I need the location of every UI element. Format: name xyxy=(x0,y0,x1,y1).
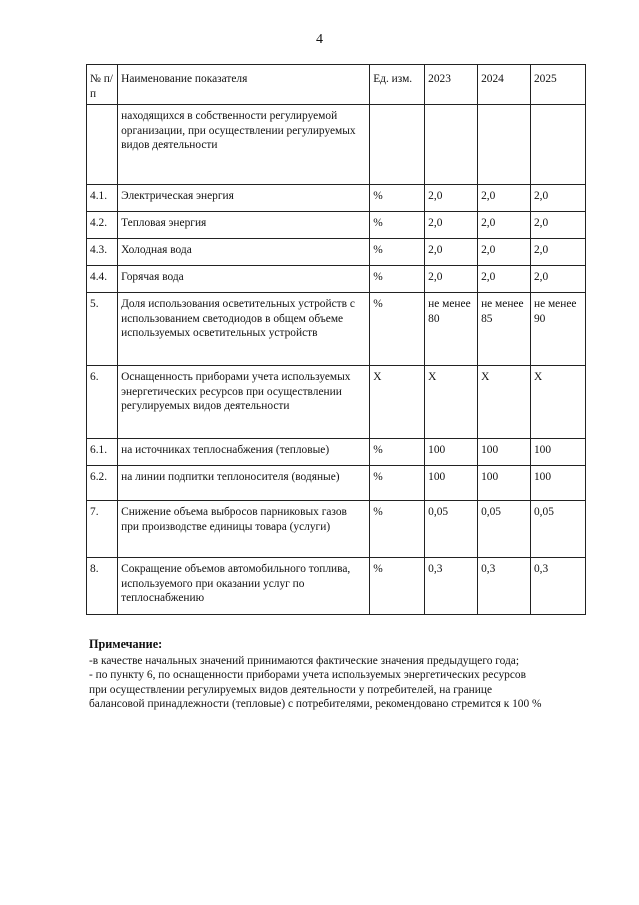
row-name: на линии подпитки теплоносителя (водяные) xyxy=(118,466,370,501)
row-number: 4.2. xyxy=(87,212,118,239)
row-name: Доля использования осветительных устройств с использованием светодиодов в общем объеме используемых осветительных устройств xyxy=(118,293,370,366)
indicators-table xyxy=(86,64,586,615)
table-row xyxy=(87,439,586,466)
row-unit: % xyxy=(370,558,425,615)
row-2023: 2,0 xyxy=(425,185,478,212)
table-header-row xyxy=(87,65,586,105)
row-2024: 0,05 xyxy=(478,501,531,558)
header-name: Наименование показателя xyxy=(118,65,370,105)
row-number: 4.3. xyxy=(87,239,118,266)
row-2025: X xyxy=(530,366,585,439)
row-2023: 0,05 xyxy=(425,501,478,558)
row-2025: 2,0 xyxy=(530,239,585,266)
row-name: Холодная вода xyxy=(118,239,370,266)
row-2025: 2,0 xyxy=(530,266,585,293)
row-unit: % xyxy=(370,439,425,466)
row-number xyxy=(87,105,118,185)
row-unit: % xyxy=(370,185,425,212)
row-unit: % xyxy=(370,293,425,366)
row-2024 xyxy=(478,105,531,185)
note-line: при осуществлении регулируемых видов деятельности у потребителей, на границе xyxy=(89,683,493,696)
row-name: Электрическая энергия xyxy=(118,185,370,212)
row-2023: 100 xyxy=(425,466,478,501)
row-name: Снижение объема выбросов парниковых газов при производстве единицы товара (услуги) xyxy=(118,501,370,558)
row-2025: 2,0 xyxy=(530,212,585,239)
row-name: Оснащенность приборами учета используемых энергетических ресурсов при осуществлении регулируемых видов деятельности xyxy=(118,366,370,439)
row-2024: 100 xyxy=(478,439,531,466)
row-number: 7. xyxy=(87,501,118,558)
note-section xyxy=(89,637,629,712)
row-2025: 100 xyxy=(530,466,585,501)
table-row xyxy=(87,266,586,293)
table-row xyxy=(87,239,586,266)
row-2025: 0,05 xyxy=(530,501,585,558)
row-2024: 2,0 xyxy=(478,266,531,293)
row-unit: % xyxy=(370,266,425,293)
row-2024: не менее 85 xyxy=(478,293,531,366)
row-2024: 2,0 xyxy=(478,212,531,239)
table-row xyxy=(87,558,586,615)
row-2023 xyxy=(425,105,478,185)
row-number: 4.1. xyxy=(87,185,118,212)
table-row xyxy=(87,366,586,439)
header-number: № п/п xyxy=(87,65,118,105)
row-2023: не менее 80 xyxy=(425,293,478,366)
row-2025: 0,3 xyxy=(530,558,585,615)
row-unit: % xyxy=(370,501,425,558)
header-unit: Ед. изм. xyxy=(370,65,425,105)
page-number: 4 xyxy=(316,32,323,47)
table-row xyxy=(87,105,586,185)
table-row xyxy=(87,501,586,558)
note-line: - по пункту 6, по оснащенности приборами учета используемых энергетических ресурсов xyxy=(89,669,526,682)
table-row xyxy=(87,293,586,366)
header-2025: 2025 xyxy=(530,65,585,105)
row-number: 6.2. xyxy=(87,466,118,501)
row-2025: не менее 90 xyxy=(530,293,585,366)
row-2023: 2,0 xyxy=(425,239,478,266)
row-name: Тепловая энергия xyxy=(118,212,370,239)
row-unit: % xyxy=(370,466,425,501)
row-number: 8. xyxy=(87,558,118,615)
row-name: находящихся в собственности регулируемой организации, при осуществлении регулируемых видов деятельности xyxy=(118,105,370,185)
row-2024: X xyxy=(478,366,531,439)
row-2025 xyxy=(530,105,585,185)
row-number: 4.4. xyxy=(87,266,118,293)
row-unit: % xyxy=(370,212,425,239)
row-2024: 2,0 xyxy=(478,185,531,212)
table-row xyxy=(87,185,586,212)
row-name: Сокращение объемов автомобильного топлива, используемого при оказании услуг по теплоснабжению xyxy=(118,558,370,615)
note-title: Примечание: xyxy=(89,637,163,651)
row-2025: 2,0 xyxy=(530,185,585,212)
row-2024: 0,3 xyxy=(478,558,531,615)
row-name: на источниках теплоснабжения (тепловые) xyxy=(118,439,370,466)
row-unit: % xyxy=(370,239,425,266)
row-name: Горячая вода xyxy=(118,266,370,293)
header-2023: 2023 xyxy=(425,65,478,105)
row-2023: 0,3 xyxy=(425,558,478,615)
row-number: 6.1. xyxy=(87,439,118,466)
row-number: 6. xyxy=(87,366,118,439)
row-unit: X xyxy=(370,366,425,439)
table-body xyxy=(87,105,586,615)
table-row xyxy=(87,212,586,239)
table-row xyxy=(87,466,586,501)
note-line: балансовой принадлежности (тепловые) с потребителями, рекомендовано стремится к 100 % xyxy=(89,698,542,711)
row-2024: 100 xyxy=(478,466,531,501)
row-2023: X xyxy=(425,366,478,439)
row-2024: 2,0 xyxy=(478,239,531,266)
row-unit xyxy=(370,105,425,185)
row-2025: 100 xyxy=(530,439,585,466)
row-2023: 100 xyxy=(425,439,478,466)
row-2023: 2,0 xyxy=(425,212,478,239)
note-line: -в качестве начальных значений принимаются фактические значения предыдущего года; xyxy=(89,654,520,667)
row-number: 5. xyxy=(87,293,118,366)
header-2024: 2024 xyxy=(478,65,531,105)
row-2023: 2,0 xyxy=(425,266,478,293)
